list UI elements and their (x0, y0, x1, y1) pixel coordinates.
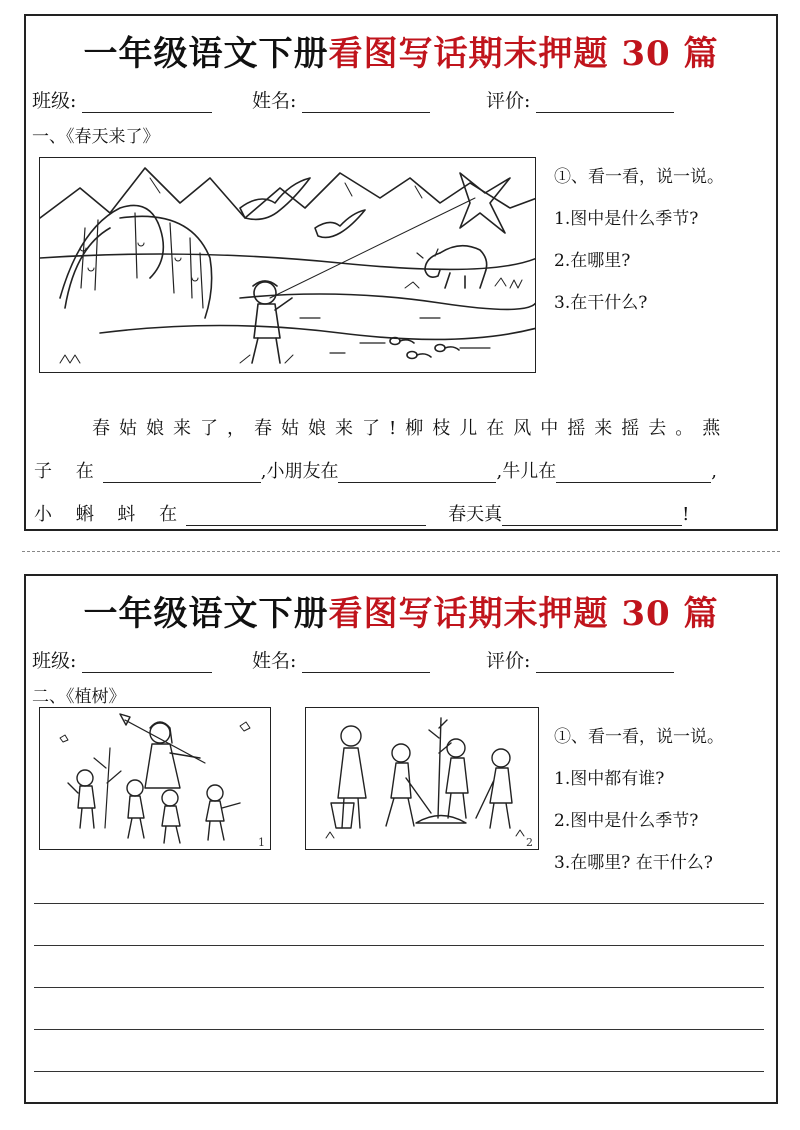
name-field[interactable] (252, 646, 430, 673)
passage-line-1: 春姑娘来了，春姑娘来了!柳枝儿在风中摇来摇去。燕 (92, 418, 730, 439)
cut-line (22, 551, 780, 552)
children-figures (68, 770, 240, 843)
student-info-row (32, 86, 772, 112)
teacher-figure (120, 714, 205, 788)
writing-line-2[interactable] (34, 945, 764, 946)
class-label: 班级: (32, 650, 77, 672)
question-1: 1.图中都有谁? (554, 769, 665, 789)
writing-line-4[interactable] (34, 1029, 764, 1030)
cow-blank[interactable] (556, 463, 711, 483)
writing-line-1[interactable] (34, 903, 764, 904)
swallow-blank[interactable] (103, 463, 261, 483)
spring-is-blank[interactable] (502, 506, 682, 526)
picture-2-number: 2 (526, 836, 533, 849)
name-field[interactable] (252, 86, 430, 113)
section-heading: 二、《植树》 (32, 687, 126, 707)
question-1: 1.图中是什么季节? (554, 209, 699, 229)
question-intro: ①、看一看，说一说。 (554, 167, 724, 187)
class-field[interactable] (32, 646, 212, 673)
worksheet-spring (24, 14, 778, 531)
worksheet-title: 一年级语文下册看图写话期末押题 30 篇 (83, 34, 719, 74)
class-field[interactable] (32, 86, 212, 113)
question-intro: ①、看一看，说一说。 (554, 727, 724, 747)
student-info-row (32, 646, 772, 672)
question-3: 3.在哪里? 在干什么? (554, 853, 713, 873)
planting-figures (331, 726, 512, 828)
worksheet-tree-planting (24, 574, 778, 1104)
boy-flying-kite (240, 281, 293, 363)
question-2: 2.图中是什么季节? (554, 811, 699, 831)
picture-1-number: 1 (258, 836, 265, 849)
class-blank[interactable] (82, 653, 212, 673)
evaluation-field[interactable] (486, 646, 674, 673)
child-blank[interactable] (338, 463, 496, 483)
class-blank[interactable] (82, 93, 212, 113)
swallow (315, 210, 365, 237)
evaluation-label: 评价: (486, 90, 531, 112)
passage-line-3: 小 蝌 蚪 在 春天真 ! (34, 504, 690, 525)
tree-planting-picture-1 (39, 707, 271, 850)
writing-line-3[interactable] (34, 987, 764, 988)
evaluation-blank[interactable] (536, 653, 674, 673)
writing-line-5[interactable] (34, 1071, 764, 1072)
question-2: 2.在哪里? (554, 251, 631, 271)
tree-planting-picture-2 (305, 707, 539, 850)
cow (405, 246, 506, 288)
evaluation-label: 评价: (486, 650, 531, 672)
name-blank[interactable] (302, 653, 430, 673)
river (100, 326, 536, 340)
class-label: 班级: (32, 90, 77, 112)
tadpole-blank[interactable] (186, 506, 426, 526)
question-3: 3.在干什么? (554, 293, 648, 313)
name-label: 姓名: (252, 650, 297, 672)
passage-line-2: 子 在 ,小朋友在 ,牛儿在 , (34, 461, 717, 482)
worksheet-title: 一年级语文下册看图写话期末押题 30 篇 (83, 594, 719, 634)
name-blank[interactable] (302, 93, 430, 113)
section-heading: 一、《春天来了》 (32, 127, 160, 147)
spring-illustration (39, 157, 536, 373)
evaluation-blank[interactable] (536, 93, 674, 113)
evaluation-field[interactable] (486, 86, 674, 113)
tadpoles (390, 338, 459, 359)
willow-tree (60, 206, 212, 319)
sapling (429, 718, 451, 818)
name-label: 姓名: (252, 90, 297, 112)
